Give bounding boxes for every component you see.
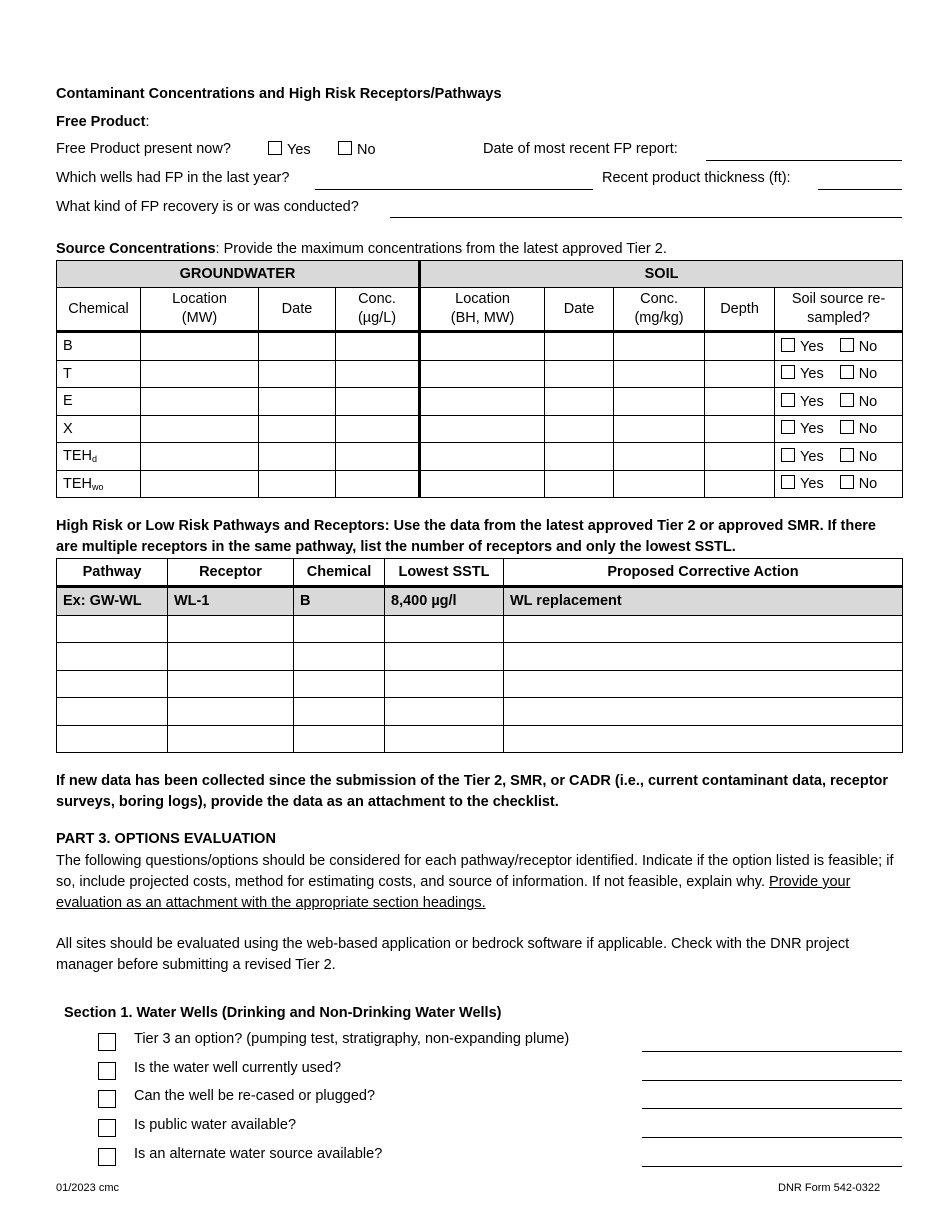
example-receptor: WL-1	[168, 587, 294, 616]
source-row	[57, 443, 903, 471]
new-data-note: If new data has been collected since the submission of the Tier 2, SMR, or CADR (i.e., current contaminant data, receptor surveys, boring logs), provide the data as an attachment to the checklist.	[56, 773, 889, 810]
soil-date-cell[interactable]	[545, 415, 614, 443]
resampled-cell	[775, 415, 903, 443]
col-header-gw-location: Location (MW)	[141, 288, 259, 332]
section1-item-label: Can the well be re-cased or plugged?	[134, 1088, 376, 1105]
col-header-lowest-sstl: Lowest SSTL	[385, 559, 504, 587]
checkbox-icon[interactable]	[781, 338, 795, 352]
soil-date-cell[interactable]	[545, 332, 614, 361]
checkbox-icon[interactable]	[781, 393, 795, 407]
resampled-cell	[775, 360, 903, 388]
part3-text2: All sites should be evaluated using the web-based application or bedrock software if applicable. Check with the DNR project manager before submitting a revised Tier 2.	[56, 936, 850, 973]
col-header-corrective-action: Proposed Corrective Action	[504, 559, 903, 587]
section1-item-label: Is the water well currently used?	[134, 1059, 342, 1076]
col-header-gw-conc: Conc. (µg/L)	[336, 288, 420, 332]
sstl-cell[interactable]	[385, 615, 504, 643]
resampled-yes-option[interactable]: Yes	[781, 339, 824, 355]
pathway-cell[interactable]	[57, 698, 168, 726]
section1-item-field[interactable]	[642, 1108, 902, 1109]
part3-underlined-instruction: Provide your evaluation as an attachment with the appropriate section headings.	[56, 874, 851, 911]
source-concentrations-table	[56, 260, 903, 498]
checkbox-icon[interactable]	[840, 475, 854, 489]
soil-conc-cell[interactable]	[614, 443, 705, 471]
chemical-cell[interactable]	[294, 615, 385, 643]
checkbox-icon[interactable]	[840, 420, 854, 434]
soil-header: SOIL	[420, 261, 903, 288]
col-header-resampled: Soil source re- sampled?	[775, 288, 903, 332]
part3-text: The following questions/options should be considered for each pathway/receptor identified. Indicate if the option listed is feasible; if so, include projected costs, method for estimating costs, and source of information. If not feasible, explain why. Provide your evaluation as an attachment with the appropriate section headings.	[56, 853, 894, 911]
soil-location-cell[interactable]	[420, 388, 545, 416]
fp-wells-question: Which wells had FP in the last year?	[56, 170, 290, 186]
col-header-depth: Depth	[705, 288, 775, 332]
source-concentrations-intro: Source Concentrations: Provide the maximum concentrations from the latest approved Tier 2.	[56, 241, 667, 257]
col-header-pathway: Pathway	[57, 559, 168, 587]
soil-conc-cell[interactable]	[614, 360, 705, 388]
fp-recovery-question: What kind of FP recovery is or was conducted?	[56, 199, 359, 215]
resampled-no-option[interactable]: No	[840, 339, 878, 355]
col-header-soil-date: Date	[545, 288, 614, 332]
section1-item-label: Tier 3 an option? (pumping test, stratigraphy, non-expanding plume)	[134, 1031, 570, 1047]
gw-date-cell[interactable]	[259, 443, 336, 471]
resampled-yes-option[interactable]: Yes	[781, 394, 824, 410]
depth-cell[interactable]	[705, 388, 775, 416]
groundwater-header: GROUNDWATER	[57, 261, 420, 288]
checkbox-icon[interactable]	[98, 1033, 116, 1051]
checkbox-icon[interactable]	[781, 475, 795, 489]
gw-location-cell[interactable]	[141, 388, 259, 416]
checkbox-icon[interactable]	[781, 448, 795, 462]
action-cell[interactable]	[504, 615, 903, 643]
soil-date-cell[interactable]	[545, 470, 614, 498]
checkbox-icon[interactable]	[840, 448, 854, 462]
fp-present-question: Free Product present now?	[56, 141, 231, 157]
resampled-yes-option[interactable]: Yes	[781, 476, 824, 492]
sstl-cell[interactable]	[385, 698, 504, 726]
depth-cell[interactable]	[705, 470, 775, 498]
pathway-cell[interactable]	[57, 615, 168, 643]
section1-item-field[interactable]	[642, 1080, 902, 1081]
gw-location-cell[interactable]	[141, 470, 259, 498]
checkbox-icon[interactable]	[338, 141, 352, 155]
section1-item-field[interactable]	[642, 1137, 902, 1138]
gw-location-cell[interactable]	[141, 443, 259, 471]
pathway-row	[57, 698, 903, 726]
example-chemical: B	[294, 587, 385, 616]
chemical-cell: T	[57, 360, 141, 388]
section1-item-label: Is an alternate water source available?	[134, 1145, 383, 1162]
resampled-cell	[775, 332, 903, 361]
col-header-soil-location: Location (BH, MW)	[420, 288, 545, 332]
gw-conc-cell[interactable]	[336, 443, 420, 471]
soil-location-cell[interactable]	[420, 470, 545, 498]
fp-wells-field[interactable]	[315, 189, 593, 190]
receptor-cell[interactable]	[168, 670, 294, 698]
section-heading: Contaminant Concentrations and High Risk Receptors/Pathways	[56, 86, 502, 102]
resampled-cell	[775, 470, 903, 498]
depth-cell[interactable]	[705, 443, 775, 471]
pathway-row	[57, 725, 903, 753]
col-header-soil-conc: Conc. (mg/kg)	[614, 288, 705, 332]
gw-conc-cell[interactable]	[336, 332, 420, 361]
receptor-cell[interactable]	[168, 725, 294, 753]
source-row	[57, 388, 903, 416]
pathway-cell[interactable]	[57, 643, 168, 671]
soil-conc-cell[interactable]	[614, 415, 705, 443]
pathways-intro: High Risk or Low Risk Pathways and Receptors: Use the data from the latest approved Tier 2 or approved SMR. If there are multiple receptors in the same pathway, list the number of receptors and only the lowest SSTL.	[56, 518, 876, 555]
checkbox-icon[interactable]	[268, 141, 282, 155]
soil-date-cell[interactable]	[545, 360, 614, 388]
chemical-cell[interactable]	[294, 698, 385, 726]
example-action: WL replacement	[504, 587, 903, 616]
resampled-no-option[interactable]: No	[840, 476, 878, 492]
checkbox-icon[interactable]	[98, 1090, 116, 1108]
gw-location-cell[interactable]	[141, 360, 259, 388]
chemical-cell[interactable]	[294, 725, 385, 753]
soil-location-cell[interactable]	[420, 415, 545, 443]
gw-conc-cell[interactable]	[336, 388, 420, 416]
action-cell[interactable]	[504, 643, 903, 671]
fp-thickness-question: Recent product thickness (ft):	[602, 170, 791, 186]
section1-item-field[interactable]	[642, 1051, 902, 1052]
source-row	[57, 415, 903, 443]
checkbox-icon[interactable]	[840, 338, 854, 352]
sstl-cell[interactable]	[385, 643, 504, 671]
resampled-no-option[interactable]: No	[840, 366, 878, 382]
receptor-cell[interactable]	[168, 698, 294, 726]
checkbox-icon[interactable]	[98, 1148, 116, 1166]
fp-present-no-option[interactable]: No	[338, 141, 376, 158]
fp-date-field[interactable]	[706, 160, 902, 161]
gw-date-cell[interactable]	[259, 360, 336, 388]
soil-conc-cell[interactable]	[614, 332, 705, 361]
example-row	[57, 587, 903, 616]
section1-title: Section 1. Water Wells (Drinking and Non-Drinking Water Wells)	[64, 1005, 502, 1021]
fp-present-yes-option[interactable]: Yes	[268, 141, 311, 158]
section1-item-label: Is public water available?	[134, 1117, 297, 1134]
gw-date-cell[interactable]	[259, 470, 336, 498]
pathway-cell[interactable]	[57, 725, 168, 753]
sstl-cell[interactable]	[385, 725, 504, 753]
chemical-cell: $TEH_d$	[57, 443, 141, 471]
chemical-cell: X	[57, 415, 141, 443]
part3-title: PART 3. OPTIONS EVALUATION	[56, 831, 276, 847]
section1-item-field[interactable]	[642, 1166, 902, 1167]
checkbox-icon[interactable]	[840, 393, 854, 407]
soil-date-cell[interactable]	[545, 388, 614, 416]
fp-date-question: Date of most recent FP report:	[483, 141, 678, 157]
resampled-no-option[interactable]: No	[840, 394, 878, 410]
receptor-cell[interactable]	[168, 615, 294, 643]
checkbox-icon[interactable]	[781, 420, 795, 434]
footer-form-number: DNR Form 542-0322	[778, 1182, 881, 1194]
resampled-no-option[interactable]: No	[840, 421, 878, 437]
receptor-cell[interactable]	[168, 643, 294, 671]
soil-location-cell[interactable]	[420, 360, 545, 388]
gw-date-cell[interactable]	[259, 388, 336, 416]
col-header-chemical: Chemical	[294, 559, 385, 587]
pathway-row	[57, 670, 903, 698]
sstl-cell[interactable]	[385, 670, 504, 698]
resampled-yes-option[interactable]: Yes	[781, 449, 824, 465]
fp-recovery-field[interactable]	[390, 217, 902, 218]
pathway-row	[57, 643, 903, 671]
chemical-cell[interactable]	[294, 643, 385, 671]
checkbox-icon[interactable]	[781, 365, 795, 379]
source-row	[57, 360, 903, 388]
soil-location-cell[interactable]	[420, 332, 545, 361]
free-product-label: Free Product:	[56, 114, 150, 130]
col-header-receptor: Receptor	[168, 559, 294, 587]
pathway-cell[interactable]	[57, 670, 168, 698]
example-pathway: Ex: GW-WL	[57, 587, 168, 616]
resampled-cell	[775, 443, 903, 471]
gw-date-cell[interactable]	[259, 332, 336, 361]
checkbox-icon[interactable]	[98, 1062, 116, 1080]
soil-conc-cell[interactable]	[614, 388, 705, 416]
gw-date-cell[interactable]	[259, 415, 336, 443]
gw-location-cell[interactable]	[141, 332, 259, 361]
soil-conc-cell[interactable]	[614, 470, 705, 498]
fp-thickness-field[interactable]	[818, 189, 902, 190]
example-sstl: 8,400 µg/l	[385, 587, 504, 616]
depth-cell[interactable]	[705, 415, 775, 443]
gw-conc-cell[interactable]	[336, 470, 420, 498]
checkbox-icon[interactable]	[840, 365, 854, 379]
depth-cell[interactable]	[705, 360, 775, 388]
col-header-gw-date: Date	[259, 288, 336, 332]
resampled-cell	[775, 388, 903, 416]
depth-cell[interactable]	[705, 332, 775, 361]
soil-location-cell[interactable]	[420, 443, 545, 471]
chemical-cell[interactable]	[294, 670, 385, 698]
chemical-cell: B	[57, 332, 141, 361]
footer-date: 01/2023 cmc	[56, 1182, 119, 1194]
col-header-chemical: Chemical	[57, 288, 141, 332]
source-row	[57, 332, 903, 361]
checkbox-icon[interactable]	[98, 1119, 116, 1137]
source-row	[57, 470, 903, 498]
resampled-yes-option[interactable]: Yes	[781, 366, 824, 382]
action-cell[interactable]	[504, 698, 903, 726]
pathways-table	[56, 558, 903, 753]
action-cell[interactable]	[504, 725, 903, 753]
resampled-yes-option[interactable]: Yes	[781, 421, 824, 437]
gw-location-cell[interactable]	[141, 415, 259, 443]
action-cell[interactable]	[504, 670, 903, 698]
chemical-cell: $TEH_{wo}$	[57, 470, 141, 498]
chemical-cell: E	[57, 388, 141, 416]
gw-conc-cell[interactable]	[336, 360, 420, 388]
gw-conc-cell[interactable]	[336, 415, 420, 443]
resampled-no-option[interactable]: No	[840, 449, 878, 465]
soil-date-cell[interactable]	[545, 443, 614, 471]
pathway-row	[57, 615, 903, 643]
